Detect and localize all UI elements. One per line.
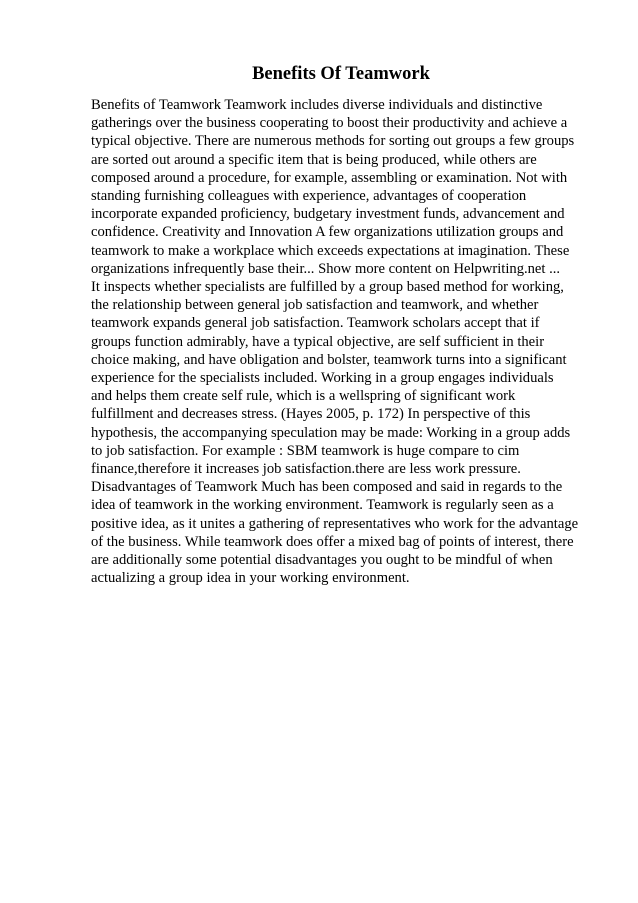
document-title: Benefits Of Teamwork bbox=[252, 64, 430, 84]
text-line: standing furnishing colleagues with experience, advantages of cooperation bbox=[91, 188, 527, 205]
text-line: hypothesis, the accompanying speculation may be made: Working in a group adds bbox=[91, 424, 571, 441]
text-line: finance,therefore it increases job satisfaction.there are less work pressure. bbox=[91, 461, 521, 478]
document-body bbox=[91, 96, 583, 587]
text-line: teamwork expands general job satisfaction. Teamwork scholars accept that if bbox=[91, 315, 540, 332]
text-line: choice making, and have obligation and bolster, teamwork turns into a significant bbox=[91, 351, 567, 368]
text-line: confidence. Creativity and Innovation A few organizations utilization groups and bbox=[91, 224, 564, 241]
text-line: groups function admirably, have a typical objective, are self sufficient in their bbox=[91, 333, 545, 350]
text-line: teamwork to make a workplace which exceeds expectations at imagination. These bbox=[91, 242, 570, 259]
text-line: organizations infrequently base their... Show more content on Helpwriting.net ... bbox=[91, 260, 561, 277]
text-line: Disadvantages of Teamwork Much has been composed and said in regards to the bbox=[91, 479, 563, 496]
text-line: gatherings over the business cooperating to boost their productivity and achieve a bbox=[91, 115, 568, 132]
text-line: typical objective. There are numerous methods for sorting out groups a few groups bbox=[91, 133, 575, 150]
text-line: actualizing a group idea in your working environment. bbox=[91, 570, 410, 587]
text-line: Benefits of Teamwork Teamwork includes diverse individuals and distinctive bbox=[91, 97, 543, 113]
text-line: to job satisfaction. For example : SBM teamwork is huge compare to cim bbox=[91, 442, 520, 459]
text-line: idea of teamwork in the working environment. Teamwork is regularly seen as a bbox=[91, 497, 554, 514]
text-line: and helps them create self rule, which is a wellspring of significant work bbox=[91, 388, 516, 405]
text-line: composed around a procedure, for example, assembling or examination. Not with bbox=[91, 169, 568, 186]
text-line: of the business. While teamwork does offer a mixed bag of points of interest, there bbox=[91, 533, 574, 550]
text-line: are sorted out around a specific item that is being produced, while others are bbox=[91, 151, 537, 168]
text-line: positive idea, as it unites a gathering of representatives who work for the advantage bbox=[91, 515, 579, 532]
text-line: experience for the specialists included. Working in a group engages individuals bbox=[91, 370, 554, 387]
text-line: fulfillment and decreases stress. (Hayes 2005, p. 172) In perspective of this bbox=[91, 406, 531, 423]
text-line: It inspects whether specialists are fulfilled by a group based method for working, bbox=[91, 279, 564, 296]
text-line: the relationship between general job satisfaction and teamwork, and whether bbox=[91, 297, 539, 314]
text-line: incorporate expanded proficiency, budgetary investment funds, advancement and bbox=[91, 206, 565, 223]
text-line: are additionally some potential disadvantages you ought to be mindful of when bbox=[91, 552, 553, 569]
